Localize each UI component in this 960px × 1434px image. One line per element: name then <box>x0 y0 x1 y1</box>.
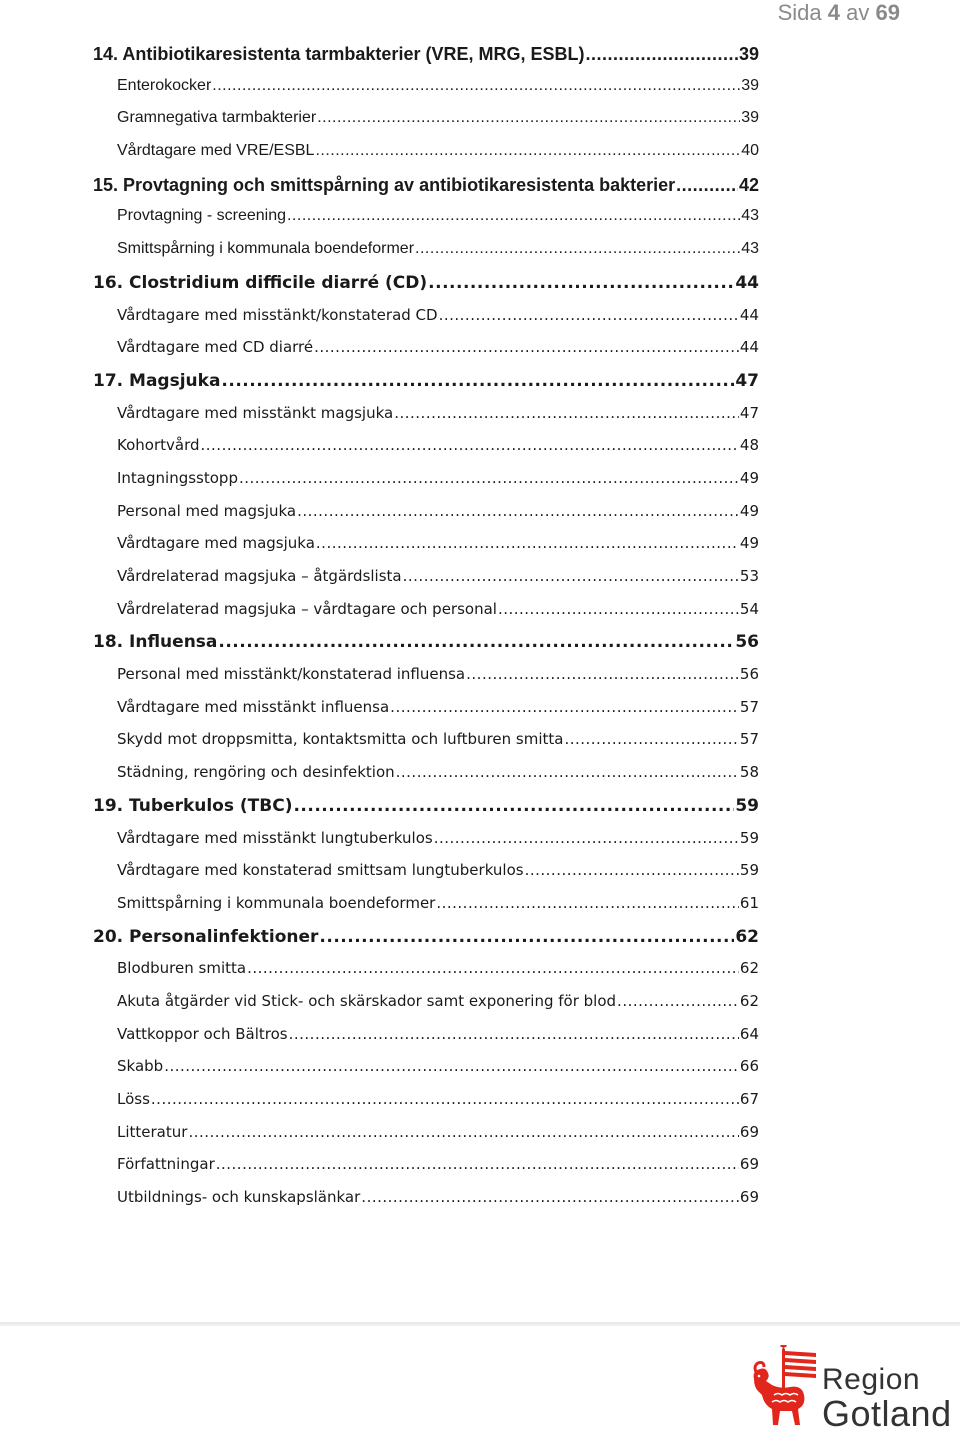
table-of-contents <box>93 44 759 1221</box>
toc-entry-page: 61 <box>739 893 759 912</box>
toc-section-row[interactable] <box>93 534 759 567</box>
toc-chapter-row[interactable] <box>93 44 759 77</box>
toc-dot-leader <box>293 796 734 816</box>
toc-dot-leader <box>221 371 734 391</box>
toc-entry-page: 69 <box>739 1188 759 1207</box>
toc-dot-leader <box>297 502 739 520</box>
toc-dot-leader <box>316 534 739 552</box>
toc-entry-page: 54 <box>739 599 759 618</box>
toc-entry-title: Personal med misstänkt/konstaterad influensa <box>117 665 466 684</box>
toc-section-row[interactable] <box>93 1090 759 1123</box>
toc-section-row[interactable] <box>93 207 759 240</box>
toc-entry-page: 64 <box>739 1024 759 1043</box>
toc-entry-title: Provtagning - screening <box>117 207 286 225</box>
toc-dot-leader <box>317 109 740 127</box>
toc-entry-title: Litteratur <box>117 1122 188 1141</box>
toc-dot-leader <box>287 207 740 225</box>
footer-divider <box>0 1322 960 1326</box>
toc-entry-title: Skydd mot droppsmitta, kontaktsmitta och luftburen smitta <box>117 730 564 749</box>
toc-entry-title: Vårdtagare med konstaterad smittsam lungtuberkulos <box>117 861 524 880</box>
toc-entry-title: 14. Antibiotikaresistenta tarmbakterier (VRE, MRG, ESBL) <box>93 44 585 64</box>
toc-chapter-row[interactable] <box>93 632 759 665</box>
region-gotland-logo <box>750 1345 960 1434</box>
toc-entry-title: Personal med magsjuka <box>117 501 297 520</box>
toc-section-row[interactable] <box>93 77 759 110</box>
toc-entry-page: 69 <box>739 1122 759 1141</box>
toc-entry-page: 53 <box>739 567 759 585</box>
toc-dot-leader <box>434 829 739 847</box>
toc-entry-page: 59 <box>735 795 759 816</box>
toc-entry-page: 39 <box>741 76 759 94</box>
toc-entry-page: 49 <box>739 468 759 487</box>
toc-entry-page: 39 <box>741 109 759 127</box>
toc-section-row[interactable] <box>93 1123 759 1156</box>
toc-entry-title: 19. Tuberkulos (TBC) <box>93 795 293 816</box>
toc-entry-page: 56 <box>739 665 759 684</box>
toc-section-row[interactable] <box>93 436 759 469</box>
toc-section-row[interactable] <box>93 109 759 142</box>
page-prefix: Sida <box>777 0 822 25</box>
toc-entry-page: 44 <box>739 338 759 357</box>
toc-entry-title: Utbildnings- och kunskapslänkar <box>117 1188 361 1207</box>
toc-entry-page: 49 <box>739 534 759 553</box>
toc-dot-leader <box>239 469 739 487</box>
toc-entry-page: 42 <box>738 174 759 195</box>
toc-dot-leader <box>415 240 740 258</box>
toc-dot-leader <box>403 567 739 585</box>
toc-dot-leader <box>319 927 734 947</box>
toc-section-row[interactable] <box>93 665 759 698</box>
toc-chapter-row[interactable] <box>93 796 759 829</box>
toc-entry-page: 48 <box>739 436 759 455</box>
toc-dot-leader <box>390 698 739 716</box>
toc-entry-title: 15. Provtagning och smittspårning av antibiotikaresistenta bakterier <box>93 174 676 195</box>
toc-dot-leader <box>314 338 739 356</box>
toc-entry-title: Enterokocker <box>117 76 212 94</box>
toc-dot-leader <box>585 44 738 65</box>
toc-entry-page: 59 <box>739 861 759 880</box>
gotland-ram-icon <box>750 1345 818 1427</box>
toc-section-row[interactable] <box>93 763 759 796</box>
toc-section-row[interactable] <box>93 861 759 894</box>
toc-entry-page: 56 <box>735 632 759 653</box>
toc-entry-page: 58 <box>739 763 759 782</box>
toc-chapter-row[interactable] <box>93 371 759 404</box>
toc-section-row[interactable] <box>93 959 759 992</box>
toc-entry-title: Vattkoppor och Bältros <box>117 1024 288 1043</box>
page-current: 4 <box>827 0 841 25</box>
toc-entry-title: Smittspårning i kommunala boendeformer <box>117 240 415 258</box>
toc-entry-page: 66 <box>739 1057 759 1076</box>
toc-entry-title: Vårdtagare med VRE/ESBL <box>117 142 315 160</box>
toc-entry-title: Akuta åtgärder vid Stick- och skärskador samt exponering för blod <box>117 991 617 1010</box>
toc-dot-leader <box>525 861 739 879</box>
toc-entry-page: 59 <box>739 828 759 847</box>
toc-entry-title: Vårdtagare med misstänkt/konstaterad CD <box>117 305 438 324</box>
toc-dot-leader <box>466 665 739 683</box>
toc-dot-leader <box>212 77 740 95</box>
toc-section-row[interactable] <box>93 142 759 175</box>
toc-chapter-row[interactable] <box>93 927 759 960</box>
toc-entry-page: 62 <box>735 926 759 947</box>
toc-dot-leader <box>428 273 734 293</box>
toc-entry-title: Författningar <box>117 1155 215 1174</box>
toc-entry-title: Gramnegativa tarmbakterier <box>117 109 317 127</box>
toc-dot-leader <box>218 632 734 652</box>
toc-section-row[interactable] <box>93 1025 759 1058</box>
toc-section-row[interactable] <box>93 469 759 502</box>
toc-section-row[interactable] <box>93 698 759 731</box>
toc-entry-title: Intagningsstopp <box>117 468 238 487</box>
toc-section-row[interactable] <box>93 730 759 763</box>
toc-entry-title: 16. Clostridium difficile diarré (CD) <box>93 272 428 293</box>
toc-entry-page: 47 <box>735 370 759 391</box>
toc-entry-title: 18. Influensa <box>93 632 218 653</box>
toc-section-row[interactable] <box>93 338 759 371</box>
toc-section-row[interactable] <box>93 306 759 339</box>
toc-entry-title: Vårdtagare med misstänkt lungtuberkulos <box>117 828 433 847</box>
toc-section-row[interactable] <box>93 600 759 633</box>
toc-entry-page: 69 <box>739 1155 759 1174</box>
toc-section-row[interactable] <box>93 894 759 927</box>
toc-chapter-row[interactable] <box>93 273 759 306</box>
toc-dot-leader <box>247 959 739 977</box>
toc-dot-leader <box>498 600 739 618</box>
logo-line-gotland: Gotland <box>822 1393 952 1434</box>
toc-entry-title: 17. Magsjuka <box>93 370 221 391</box>
toc-entry-title: Smittspårning i kommunala boendeformer <box>117 893 436 912</box>
toc-dot-leader <box>361 1188 739 1206</box>
toc-entry-title: Städning, rengöring och desinfektion <box>117 763 395 782</box>
toc-dot-leader <box>617 992 739 1010</box>
toc-dot-leader <box>151 1090 739 1108</box>
toc-dot-leader <box>289 1025 739 1043</box>
toc-entry-page: 67 <box>739 1090 759 1108</box>
toc-section-row[interactable] <box>93 829 759 862</box>
toc-entry-page: 62 <box>739 959 759 978</box>
toc-entry-title: Vårdrelaterad magsjuka – vårdtagare och personal <box>117 599 497 618</box>
toc-entry-title: Vårdtagare med misstänkt influensa <box>117 697 390 716</box>
toc-entry-title: Blodburen smitta <box>117 959 247 978</box>
toc-section-row[interactable] <box>93 1057 759 1090</box>
toc-entry-page: 47 <box>739 403 759 422</box>
toc-section-row[interactable] <box>93 404 759 437</box>
toc-entry-title: Löss <box>117 1090 150 1108</box>
toc-dot-leader <box>201 436 739 454</box>
toc-entry-page: 62 <box>739 991 759 1010</box>
toc-entry-title: Vårdtagare med CD diarré <box>117 338 314 357</box>
toc-entry-page: 43 <box>741 240 759 258</box>
toc-dot-leader <box>436 894 739 912</box>
toc-entry-page: 57 <box>739 730 759 749</box>
toc-entry-page: 44 <box>735 272 759 293</box>
toc-dot-leader <box>564 730 738 748</box>
page-number <box>778 0 900 26</box>
toc-section-row[interactable] <box>93 240 759 273</box>
toc-entry-title: Kohortvård <box>117 436 200 455</box>
page-separator: av <box>846 0 870 25</box>
toc-entry-title: Skabb <box>117 1057 164 1076</box>
toc-dot-leader <box>396 763 739 781</box>
toc-entry-page: 39 <box>738 44 759 64</box>
toc-section-row[interactable] <box>93 567 759 600</box>
toc-dot-leader <box>164 1057 739 1075</box>
toc-section-row[interactable] <box>93 1188 759 1221</box>
toc-dot-leader <box>676 175 738 196</box>
page-total: 69 <box>875 0 900 25</box>
toc-entry-title: Vårdrelaterad magsjuka – åtgärdslista <box>117 567 402 585</box>
logo-line-region: Region <box>822 1363 921 1396</box>
toc-dot-leader <box>439 306 739 324</box>
toc-chapter-row[interactable] <box>93 175 759 208</box>
toc-section-row[interactable] <box>93 1155 759 1188</box>
toc-section-row[interactable] <box>93 992 759 1025</box>
toc-section-row[interactable] <box>93 502 759 535</box>
toc-entry-title: Vårdtagare med magsjuka <box>117 534 315 553</box>
toc-dot-leader <box>315 142 740 160</box>
toc-dot-leader <box>188 1123 738 1141</box>
toc-entry-page: 49 <box>739 501 759 520</box>
toc-entry-title: 20. Personalinfektioner <box>93 926 319 947</box>
toc-entry-title: Vårdtagare med misstänkt magsjuka <box>117 403 394 422</box>
toc-dot-leader <box>394 404 739 422</box>
toc-entry-page: 57 <box>739 697 759 716</box>
toc-dot-leader <box>216 1155 739 1173</box>
toc-entry-page: 43 <box>741 207 759 225</box>
toc-entry-page: 40 <box>741 142 759 160</box>
logo-text <box>822 1345 952 1434</box>
toc-entry-page: 44 <box>739 305 759 324</box>
